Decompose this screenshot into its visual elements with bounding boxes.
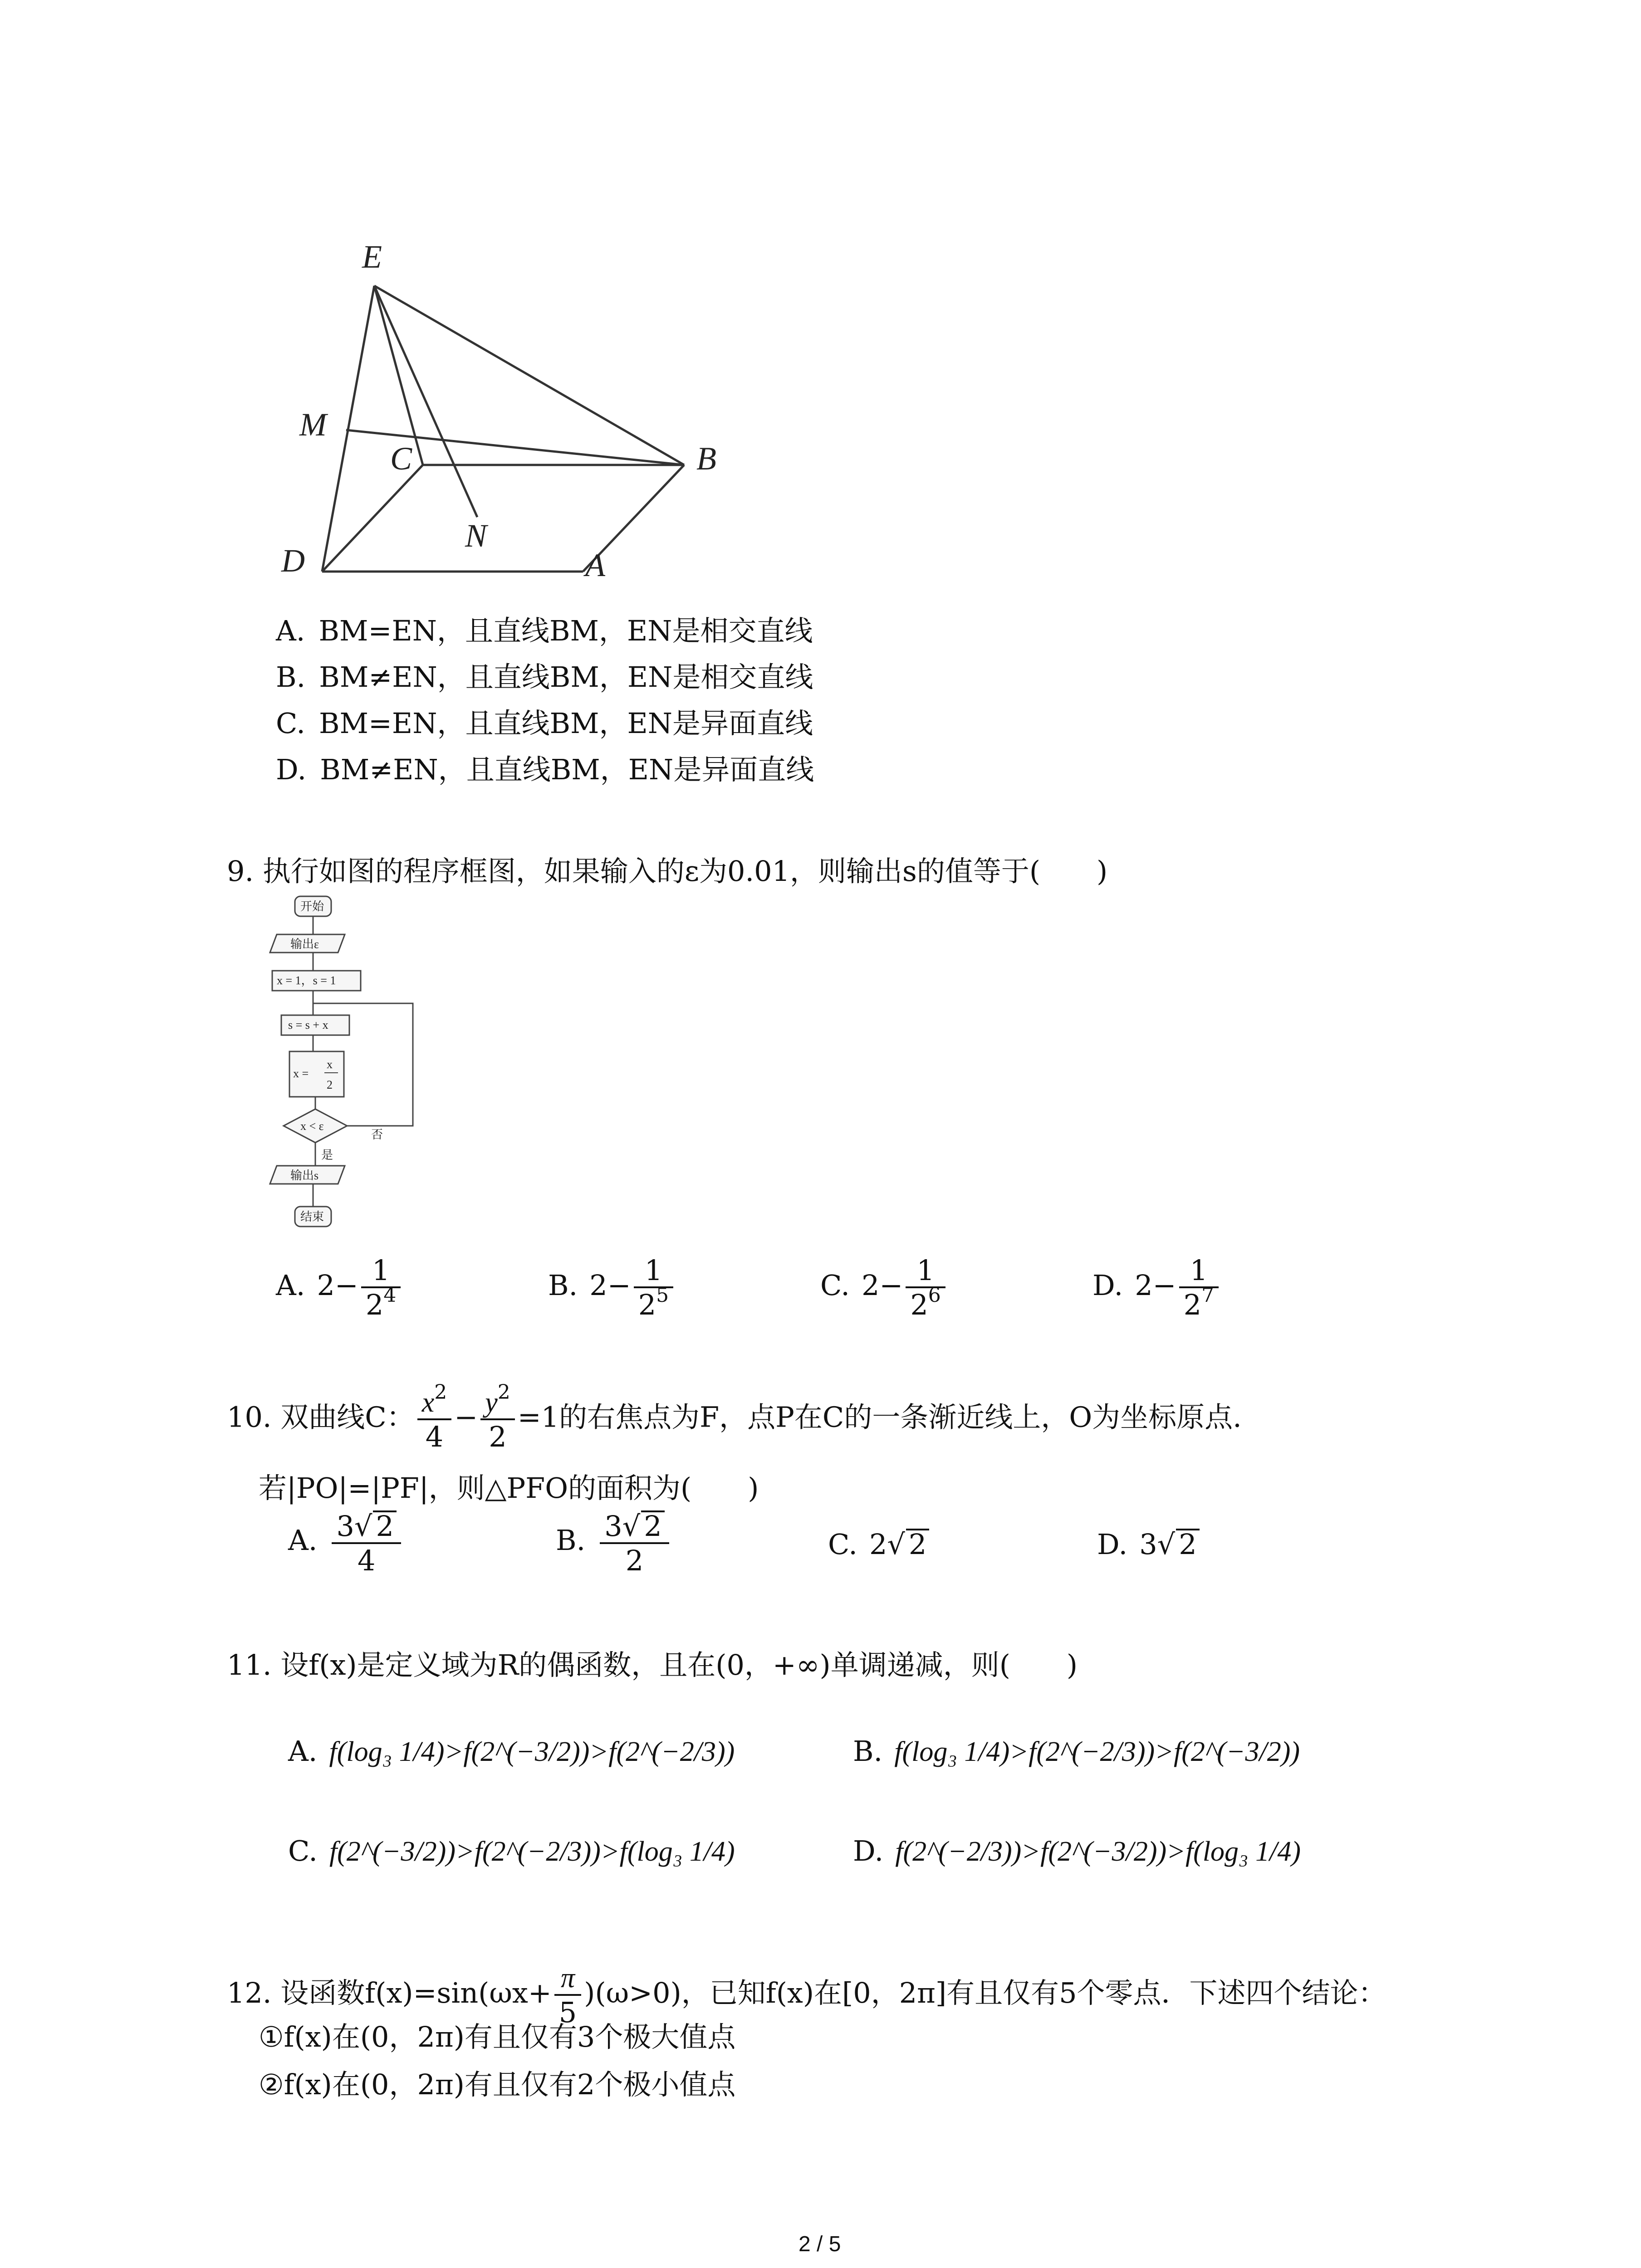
flow-input: 输出ε — [290, 938, 319, 951]
flowchart — [263, 894, 445, 1256]
flow-step2-lhs: x = — [293, 1067, 309, 1080]
q11-option-a: A. f(log₃ 1/4)>f(2^(−3/2))>f(2^(−2/3)) — [288, 1735, 735, 1768]
q11-option-b: B. f(log₃ 1/4)>f(2^(−2/3))>f(2^(−3/2)) — [853, 1735, 1300, 1768]
label-N: N — [465, 518, 487, 554]
flow-end: 结束 — [300, 1210, 324, 1223]
label-C: C — [390, 440, 412, 477]
flow-output: 输出s — [290, 1169, 319, 1182]
q8-option-b: B. BM≠EN，且直线BM，EN是相交直线 — [276, 660, 813, 694]
flow-yes: 是 — [321, 1149, 333, 1162]
flow-no: 否 — [371, 1128, 383, 1141]
q12-text: 12. 设函数f(x)=sin(ωx+ $\frac{\pi}{5}$ )(ω>0)，已知f(x)在[0，2π]有且仅有5个零点．下述四个结论： — [227, 1963, 1386, 2029]
label-A: A — [585, 547, 605, 583]
q12-item-1: ①f(x)在(0，2π)有且仅有3个极大值点 — [259, 2020, 736, 2053]
flow-step1: s = s + x — [288, 1018, 328, 1031]
pyramid-figure — [254, 218, 798, 608]
q10-option-d: D. 3√ 2 — [1097, 1529, 1200, 1559]
label-D: D — [281, 543, 305, 579]
page-number: 2 / 5 — [798, 2232, 841, 2256]
q9-option-c: C. 2− $\frac{1}{2^6}$ — [820, 1256, 948, 1319]
q10-option-b: B. $\frac{3√ 2}{2}$ — [556, 1510, 672, 1575]
flow-start: 开始 — [300, 900, 324, 913]
q10-text: 10. 双曲线C： $\frac{x^2}{4}$ − $\frac{y^2}{2}$ =1的右焦点为F，点P在C的一条渐近线上，O为坐标原点. — [227, 1381, 1242, 1453]
q10-option-c: C. 2√ 2 — [828, 1529, 929, 1559]
q8-option-d: D. BM≠EN，且直线BM，EN是异面直线 — [276, 753, 814, 786]
q10-option-a: A. $\frac{3√ 2}{4}$ — [288, 1510, 404, 1575]
flow-cond: x < ε — [300, 1119, 324, 1133]
q10-line2: 若|PO|=|PF|，则△PFO的面积为( ) — [259, 1471, 759, 1505]
q11-option-c: C. f(2^(−3/2))>f(2^(−2/3))>f(log₃ 1/4) — [288, 1834, 735, 1867]
q9-text: 9. 执行如图的程序框图，如果输入的ε为0.01，则输出s的值等于( ) — [227, 855, 1108, 888]
q11-text: 11. 设f(x)是定义域为R的偶函数，且在(0，+∞)单调递减，则( ) — [227, 1648, 1078, 1681]
q9-option-a: A. 2− $\frac{1}{2^4}$ — [276, 1256, 403, 1319]
label-B: B — [696, 440, 716, 477]
label-E: E — [362, 239, 382, 275]
label-M: M — [299, 406, 327, 443]
q9-option-b: B. 2− $\frac{1}{2^5}$ — [548, 1256, 676, 1319]
q11-option-d: D. f(2^(−2/3))>f(2^(−3/2))>f(log₃ 1/4) — [853, 1834, 1301, 1867]
flow-init: x = 1，s = 1 — [277, 974, 336, 987]
q8-option-a: A. BM=EN，且直线BM，EN是相交直线 — [276, 614, 813, 647]
flow-step2-den: 2 — [327, 1078, 333, 1091]
flow-step2-num: x — [327, 1058, 333, 1071]
q9-option-d: D. 2− $\frac{1}{2^7}$ — [1092, 1256, 1221, 1319]
q12-item-2: ②f(x)在(0，2π)有且仅有2个极小值点 — [259, 2068, 736, 2101]
q8-option-c: C. BM=EN，且直线BM，EN是异面直线 — [276, 707, 813, 740]
